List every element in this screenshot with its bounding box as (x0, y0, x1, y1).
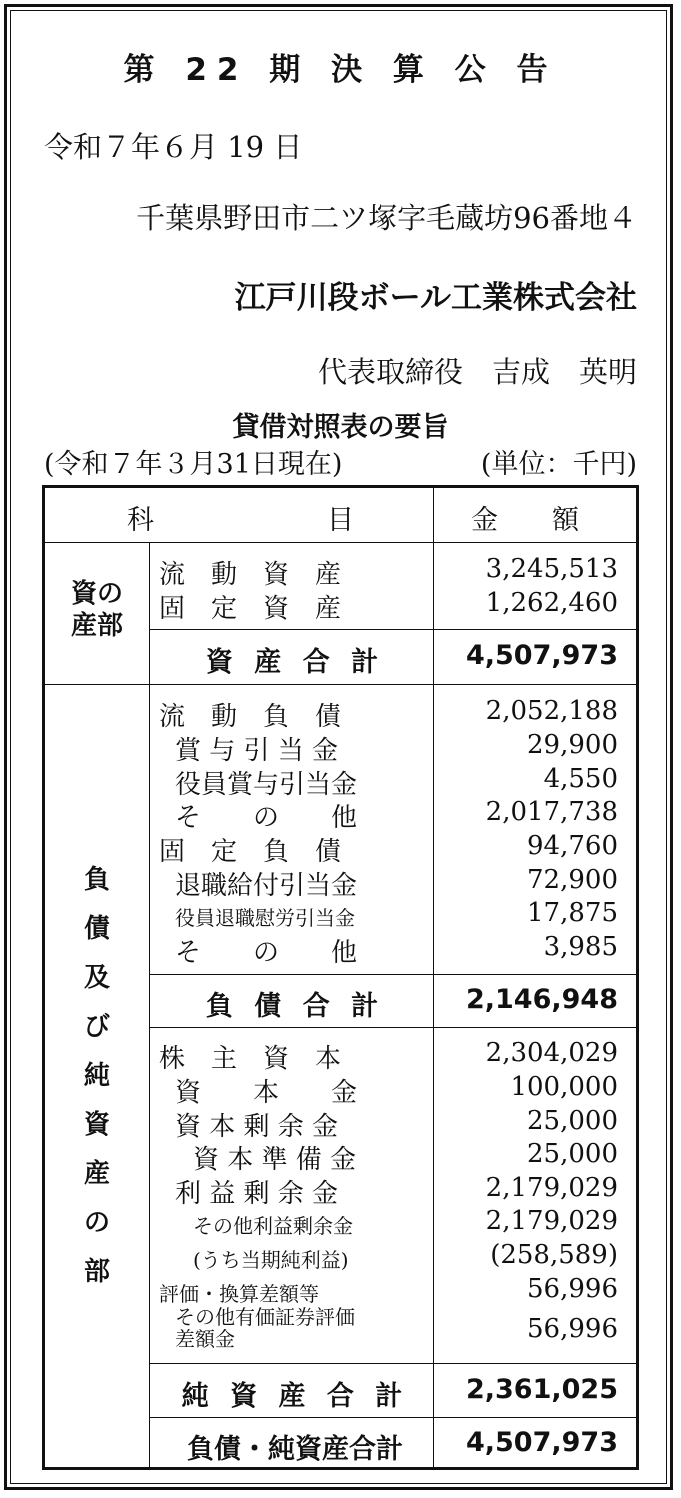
liability-row-value: 4,550 (543, 764, 618, 794)
equity-row-label-line-1: その他有価証券評価 (175, 1305, 355, 1329)
equity-row-label-line-2: 差額金 (175, 1327, 235, 1351)
header-divider (45, 542, 636, 543)
liability-row-value: 94,760 (527, 831, 618, 861)
assets-section-line-1: 資の (70, 579, 123, 609)
asset-row-label: 流 動 資 産 (159, 560, 342, 590)
section-char: 産 (83, 1159, 110, 1189)
section-char: 純 (83, 1061, 110, 1091)
equity-total-value: 2,361,025 (465, 1374, 618, 1405)
as-of-date: (令和７年３月31日現在) (44, 449, 343, 480)
liability-row-value: 17,875 (527, 898, 618, 928)
equity-row-label: 資 本 剰 余 金 (175, 1112, 339, 1142)
assets-total-value: 4,507,973 (465, 640, 618, 671)
section-char: 部 (83, 1257, 110, 1287)
balance-sheet-table (42, 485, 639, 1470)
liability-row-label: 役員賞与引当金 (175, 770, 358, 800)
header-item-1: 科 (127, 505, 154, 536)
equity-row-value: (258,589) (490, 1240, 618, 1270)
notice-date: 令和７年６月 19 日 (44, 130, 303, 164)
section-char: 及 (83, 963, 110, 993)
equity-row-label: 利 益 剰 余 金 (175, 1179, 339, 1209)
liabilities-total-label: 負 債 合 計 (205, 991, 385, 1022)
asset-row-value: 1,262,460 (485, 588, 618, 618)
liability-row-label: 賞 与 引 当 金 (175, 736, 339, 766)
assets-total-label: 資 産 合 計 (205, 647, 385, 678)
company-address: 千葉県野田市二ツ塚字毛蔵坊96番地４ (136, 201, 637, 235)
liability-row-label: 流 動 負 債 (159, 702, 342, 732)
asset-row-label: 固 定 資 産 (159, 594, 342, 624)
assets-total-divider (149, 629, 636, 630)
liability-row-label: 役員退職慰労引当金 (175, 906, 355, 930)
section-char: の (83, 1208, 110, 1238)
liability-row-value: 3,985 (543, 932, 618, 962)
equity-row-label: 資 本 金 (175, 1078, 358, 1108)
liability-row-value: 72,900 (527, 865, 618, 895)
liab-equity-section-label (45, 856, 149, 1297)
equity-row-value: 56,996 (527, 1314, 618, 1344)
equity-row-value: 100,000 (510, 1072, 618, 1102)
representative: 代表取締役 吉成 英明 (317, 355, 637, 389)
liability-row-label: そ の 他 (175, 803, 358, 833)
equity-row-label: その他利益剰余金 (193, 1214, 353, 1238)
grand-total-label: 負債・純資産合計 (187, 1434, 403, 1465)
liability-row-label: そ の 他 (175, 938, 358, 968)
section-column-divider (149, 542, 150, 1467)
equity-row-label: 資 本 準 備 金 (193, 1145, 357, 1175)
liability-row-value: 2,052,188 (485, 696, 618, 726)
grand-total-divider (149, 1417, 636, 1418)
equity-row-label: 評価・換算差額等 (159, 1282, 319, 1306)
equity-row-label: 株 主 資 本 (159, 1044, 342, 1074)
section-char: 資 (83, 1110, 110, 1140)
equity-row-value: 2,179,029 (485, 1173, 618, 1203)
equity-row-value: 56,996 (527, 1274, 618, 1304)
equity-row-label: (うち当期純利益) (193, 1248, 349, 1272)
balance-sheet-title: 貸借対照表の要旨 (232, 412, 449, 443)
liability-row-value: 2,017,738 (485, 797, 618, 827)
section-char: 負 (83, 865, 110, 895)
company-name: 江戸川段ボール工業株式会社 (234, 280, 637, 316)
assets-section-label (45, 578, 149, 642)
section-char: び (83, 1012, 110, 1042)
equity-total-divider (149, 1363, 636, 1364)
equity-row-label (175, 1306, 355, 1350)
asset-row-value: 3,245,513 (485, 554, 618, 584)
liabilities-total-divider (149, 974, 636, 975)
equity-row-value: 2,179,029 (485, 1206, 618, 1236)
liability-row-label: 退職給付引当金 (175, 871, 358, 901)
section-char: 債 (83, 914, 110, 944)
equity-total-label: 純 資 産 合 計 (181, 1381, 409, 1412)
liabilities-section-end (149, 1027, 636, 1028)
equity-row-value: 25,000 (527, 1139, 618, 1169)
liabilities-total-value: 2,146,948 (465, 984, 618, 1015)
assets-section-line-2: 産部 (70, 611, 123, 641)
equity-row-value: 2,304,029 (485, 1038, 618, 1068)
header-amount: 金 額 (471, 505, 579, 536)
assets-section-end (45, 684, 636, 685)
equity-row-value: 25,000 (527, 1106, 618, 1136)
unit-note: (単位：千円) (480, 449, 637, 480)
liability-row-value: 29,900 (527, 730, 618, 760)
grand-total-value: 4,507,973 (465, 1427, 618, 1458)
notice-title: 第 22 期 決 算 公 告 (123, 52, 558, 88)
amount-column-divider (433, 488, 434, 1467)
header-item-2: 目 (327, 505, 354, 536)
liability-row-label: 固 定 負 債 (159, 837, 342, 867)
